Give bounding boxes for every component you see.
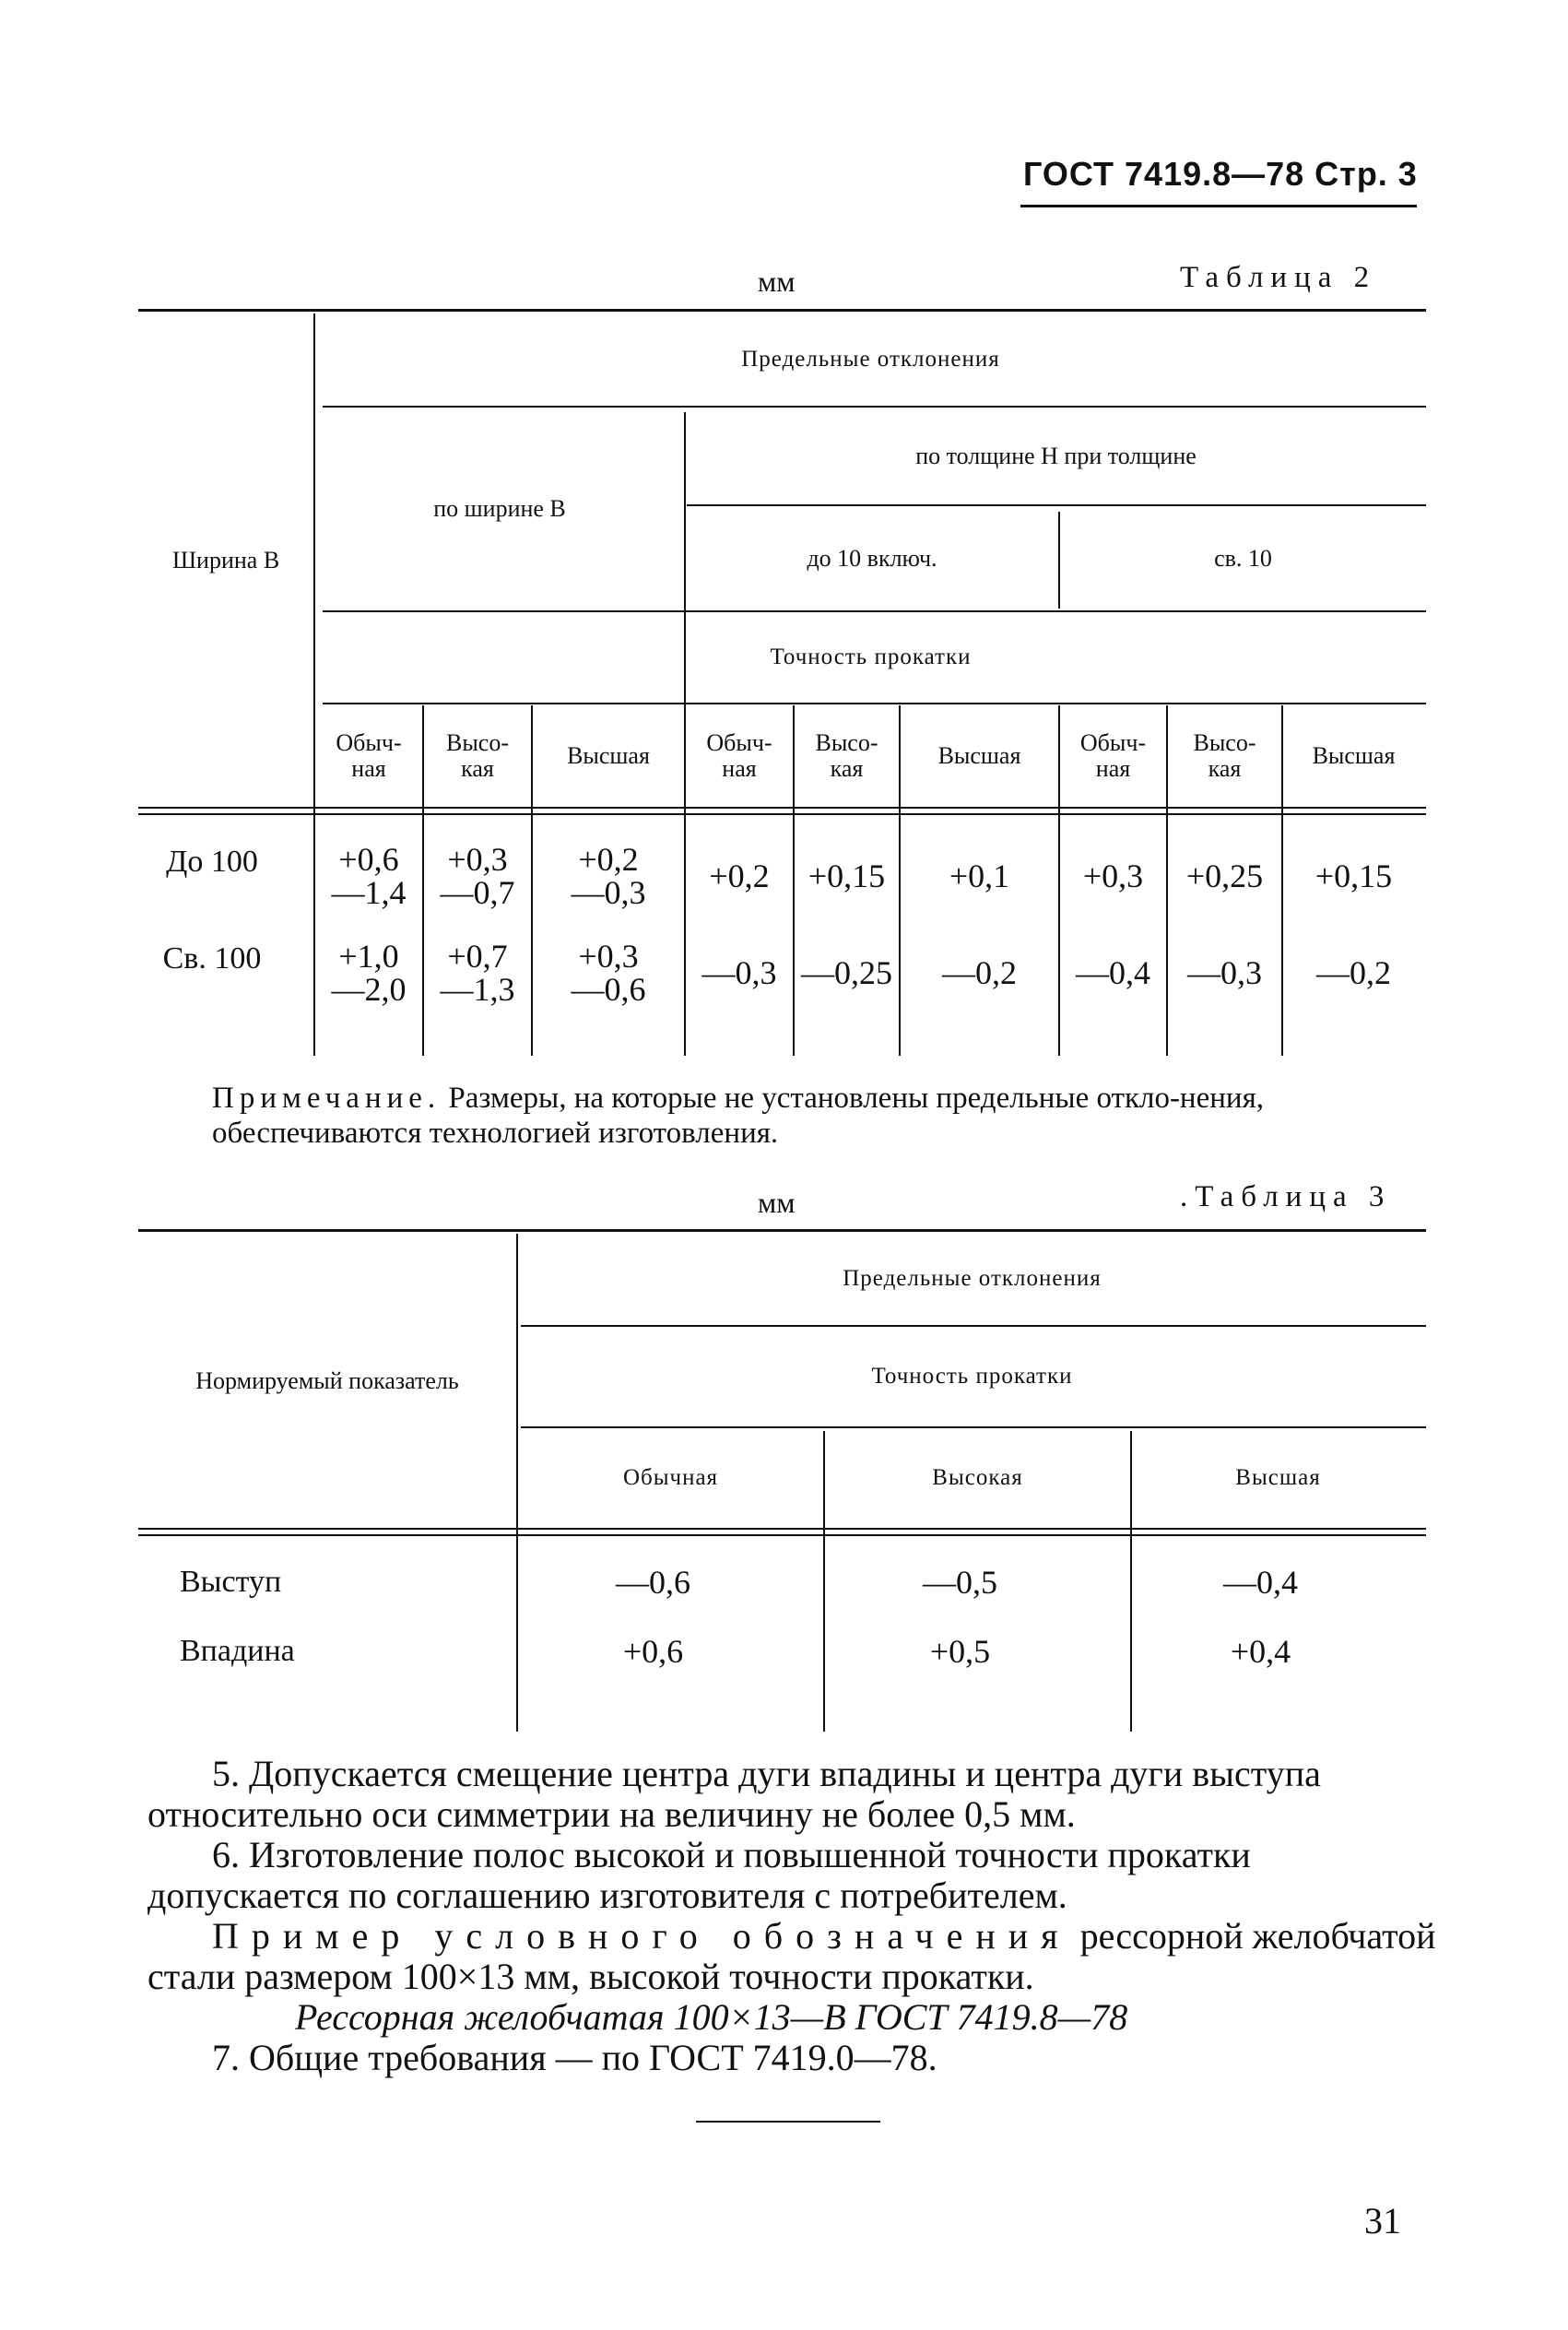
- table2-caption: Таблица 2: [1180, 261, 1377, 294]
- table2-cell: —0,25: [801, 954, 892, 991]
- table2-grade-header: Высо- кая: [1193, 729, 1256, 782]
- table3-col-param-header: Нормируемый показатель: [195, 1366, 459, 1394]
- table3-grade-header: Высшая: [1235, 1464, 1321, 1490]
- table2-cell: —0,2: [1316, 954, 1391, 991]
- table2-grade-header: Высо- кая: [815, 729, 878, 782]
- table3-row-label: Впадина: [180, 1634, 295, 1669]
- table2-cell: +1,0 —2,0: [331, 938, 407, 1008]
- note-label: Примечание.: [212, 1082, 442, 1115]
- table2-limit-dev-header: Предельные отклонения: [741, 346, 1000, 372]
- note-text: Размеры, на которые не установлены предельные откло-нения, обеспечиваются технологией изготовления.: [212, 1082, 1264, 1150]
- designation-example: Рессорная желобчатая 100×13—В ГОСТ 7419.8—78: [295, 1996, 1128, 2038]
- paragraph-7: 7. Общие требования — по ГОСТ 7419.0—78.: [212, 2037, 937, 2078]
- table3-row-label: Выступ: [180, 1565, 282, 1600]
- table2-cell: —0,4: [1076, 954, 1150, 991]
- example-text: рессорной желобчатой стали размером 100×13 мм, высокой точности прокатки.: [147, 1915, 1436, 1997]
- table2-cell: +0,3 —0,7: [440, 841, 515, 911]
- table2-cell: +0,2 —0,3: [571, 841, 646, 911]
- table2-cell: +0,7 —1,3: [440, 938, 515, 1008]
- table2-over10-header: св. 10: [1214, 544, 1272, 572]
- table3-grade-header: Обычная: [622, 1464, 719, 1490]
- table3-cell: —0,4: [1223, 1564, 1298, 1601]
- table2-grade-header: Высшая: [1312, 741, 1396, 769]
- example-label: Пример условного обозначения: [212, 1915, 1071, 1957]
- table3-unit: мм: [758, 1186, 796, 1219]
- table3-cell: +0,4: [1230, 1633, 1291, 1670]
- table3-cell: —0,6: [616, 1564, 690, 1601]
- table2-grade-header: Высо- кая: [445, 729, 509, 782]
- table2-col-width-header: Ширина B: [171, 546, 280, 574]
- table3-limit-dev-header: Предельные отклонения: [843, 1266, 1102, 1292]
- table3-cell: +0,6: [622, 1633, 684, 1670]
- table2-row-label: Св. 100: [162, 941, 262, 976]
- table2-by-width-header: по ширине B: [433, 495, 566, 523]
- table3-cell: +0,5: [929, 1633, 991, 1670]
- end-rule: [696, 2121, 880, 2123]
- table2-cell: +0,3 —0,6: [571, 938, 646, 1008]
- table2-row-label: До 100: [166, 845, 258, 880]
- table2-cell: +0,25: [1185, 857, 1264, 894]
- table2-upto10-header: до 10 включ.: [807, 544, 937, 572]
- table2-head-rule: [138, 813, 1426, 815]
- table3-head-rule: [138, 1534, 1426, 1536]
- table2-cell: —0,3: [701, 954, 777, 991]
- example-paragraph: [147, 1916, 1438, 1997]
- table2-head-rule: [138, 807, 1426, 809]
- table3-grade-header: Высокая: [932, 1464, 1023, 1490]
- table2-grade-header: Высшая: [567, 741, 650, 769]
- table2-cell: +0,6 —1,4: [331, 841, 407, 911]
- table2-cell: +0,15: [808, 857, 886, 894]
- table2-note: [212, 1081, 1429, 1151]
- table2-cell: —0,3: [1187, 954, 1262, 991]
- table2-top-rule: [138, 309, 1426, 312]
- table3-accuracy-header: Точность прокатки: [871, 1363, 1073, 1389]
- table2-grade-header: Обыч- ная: [1079, 729, 1147, 782]
- table2-accuracy-header: Точность прокатки: [770, 644, 972, 669]
- paragraph-6: 6. Изготовление полос высокой и повышенной точности прокатки допускается по соглашению изготовителя с потребителем.: [147, 1834, 1251, 1916]
- table2-grade-header: Высшая: [937, 741, 1021, 769]
- table2-unit: мм: [758, 265, 796, 298]
- table2-cell: +0,2: [709, 857, 770, 894]
- table3-cell: —0,5: [923, 1564, 997, 1601]
- header-rule: [1020, 205, 1417, 207]
- page-number: 31: [1364, 2200, 1401, 2241]
- table2-grade-header: Обыч- ная: [336, 729, 402, 782]
- page-header: ГОСТ 7419.8—78 Стр. 3: [1023, 155, 1418, 193]
- table3-top-rule: [138, 1229, 1426, 1232]
- table3-caption: .Таблица 3: [1180, 1180, 1392, 1213]
- table2-cell: +0,3: [1082, 857, 1144, 894]
- paragraph-5: 5. Допускается смещение центра дуги впадины и центра дуги выступа относительно оси симметрии на величину не более 0,5 мм.: [147, 1753, 1321, 1835]
- table2-cell: —0,2: [942, 954, 1017, 991]
- table2-cell: +0,15: [1315, 857, 1393, 894]
- table2-cell: +0,1: [949, 857, 1010, 894]
- table3-head-rule: [138, 1528, 1426, 1530]
- table2-by-thickness-header: по толщине H при толщине: [915, 442, 1197, 469]
- table2-grade-header: Обыч- ная: [706, 729, 772, 782]
